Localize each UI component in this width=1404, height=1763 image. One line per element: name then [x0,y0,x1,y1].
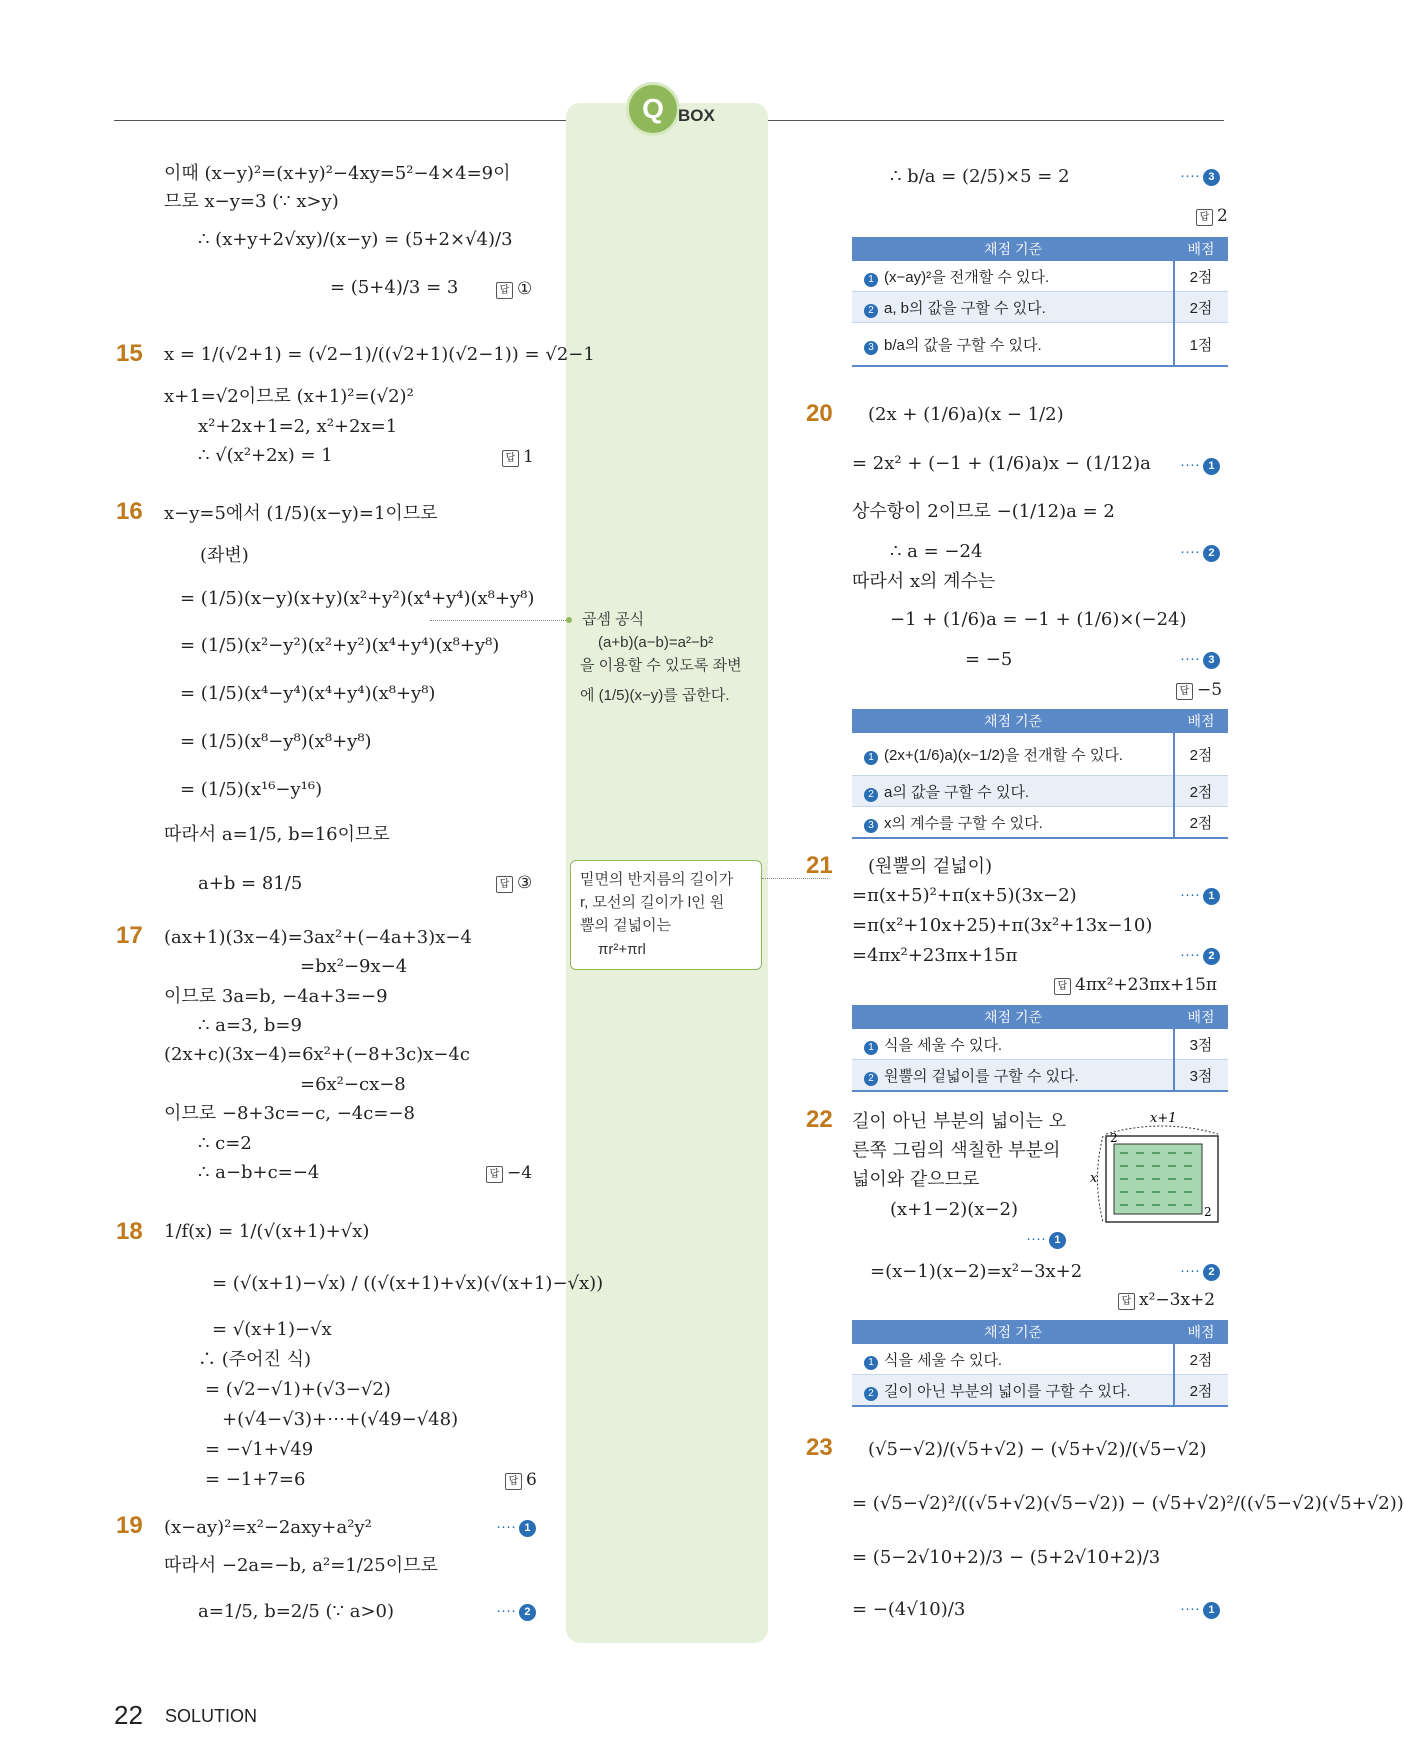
problem-number: 20 [806,400,833,427]
table-cell: 2점 [1174,1375,1228,1407]
text-line: = −5 [965,649,1013,670]
text-line: 이므로 3a=b, −4a+3=−9 [164,986,388,1007]
text-line: ∴ (x+y+2√xy)/(x−y) = (5+2×√4)/3 [198,229,513,250]
text-line: = 2x² + (−1 + (1/6)a)x − (1/12)a [852,453,1151,474]
table-header: 배점 [1174,709,1228,733]
text-line: 따라서 x의 계수는 [852,571,996,592]
text-line: 이때 (x−y)²=(x+y)²−4xy=5²−4×4=9이 [164,163,511,184]
leader-dot [566,617,572,623]
text-line: x+1=√2이므로 (x+1)²=(√2)² [164,386,414,407]
table-cell: 2 a의 값을 구할 수 있다. [852,776,1174,807]
problem-number: 21 [806,852,833,879]
answer-icon: 답 [486,1166,503,1183]
table-header: 배점 [1174,237,1228,261]
answer-16: 답 ③ [496,873,532,893]
step-marker: ···· 3 [1180,650,1220,669]
table-cell: 3 b/a의 값을 구할 수 있다. [852,323,1174,367]
text-line: = √(x+1)−√x [212,1319,332,1340]
table-cell: 2점 [1174,733,1228,776]
figure-label-left: x [1090,1171,1098,1186]
text-line: = (1/5)(x²−y²)(x²+y²)(x⁴+y⁴)(x⁸+y⁸) [180,635,500,656]
text-line: = (√(x+1)−√x) / ((√(x+1)+√x)(√(x+1)−√x)) [212,1273,604,1294]
step-marker: ···· 2 [1180,946,1220,965]
side-note: r, 모선의 길이가 l인 원 [580,894,725,911]
figure-brace-top [1106,1126,1218,1134]
text-line: = (5+4)/3 = 3 [330,277,459,298]
side-note: (a+b)(a−b)=a²−b² [598,634,714,651]
table-cell: 2 a, b의 값을 구할 수 있다. [852,292,1174,323]
text-line: (2x + (1/6)a)(x − 1/2) [868,404,1064,425]
text-line: ∴ √(x²+2x) = 1 [198,445,333,466]
text-line: ∴ c=2 [198,1133,252,1154]
text-line: (ax+1)(3x−4)=3ax²+(−4a+3)x−4 [164,927,472,948]
text-line: a+b = 81/5 [198,873,303,894]
grading-table-22 [852,1320,1228,1407]
step-marker: ···· 1 [1180,886,1220,905]
text-line: −1 + (1/6)a = −1 + (1/6)×(−24) [890,609,1187,630]
leader-line [430,620,568,621]
figure-label-two: 2 [1204,1205,1212,1219]
text-line: 이므로 −8+3c=−c, −4c=−8 [164,1103,415,1124]
text-line: = (1/5)(x−y)(x+y)(x²+y²)(x⁴+y⁴)(x⁸+y⁸) [180,588,535,609]
answer-icon: 답 [502,450,519,467]
text-line: = (1/5)(x¹⁶−y¹⁶) [180,779,323,800]
text-line: ∴ b/a = (2/5)×5 = 2 [890,166,1070,187]
text-line: = (√5−√2)²/((√5+√2)(√5−√2)) − (√5+√2)²/((√5−√2)(√5+√2)) [852,1493,1404,1514]
answer-icon: 답 [1118,1293,1135,1310]
text-line: = (5−2√10+2)/3 − (5+2√10+2)/3 [852,1547,1161,1568]
table-cell: 2점 [1174,1344,1228,1375]
text-line: +(√4−√3)+⋯+(√49−√48) [222,1409,459,1430]
text-line: 따라서 −2a=−b, a²=1/25이므로 [164,1555,438,1576]
step-marker: ···· 1 [496,1518,536,1537]
step-marker: ···· 1 [1180,1600,1220,1619]
figure-brace-left [1098,1136,1104,1222]
problem-number: 18 [116,1218,143,1245]
side-note: 뿔의 겉넓이는 [580,917,672,934]
side-note: 에 (1/5)(x−y)를 곱한다. [580,687,730,704]
table-header: 채점 기준 [852,237,1174,261]
problem-number: 22 [806,1106,833,1133]
text-line: a=1/5, b=2/5 (∵ a>0) [198,1601,395,1622]
text-line: =bx²−9x−4 [300,956,408,977]
answer-14: 답 ① [496,279,532,299]
table-header: 채점 기준 [852,1005,1174,1029]
problem-number: 15 [116,340,143,367]
table-cell: 3점 [1174,1029,1228,1060]
table-cell: 1 식을 세울 수 있다. [852,1344,1174,1375]
footer-label: SOLUTION [165,1706,258,1726]
text-line: = −√1+√49 [205,1439,314,1460]
answer-17: 답 −4 [486,1163,532,1183]
table-header: 배점 [1174,1320,1228,1344]
text-line: 길이 아닌 부분의 넓이는 오 [852,1111,1067,1132]
text-line: = (1/5)(x⁴−y⁴)(x⁴+y⁴)(x⁸+y⁸) [180,683,436,704]
answer-21: 답 4πx²+23πx+15π [1054,975,1217,995]
answer-icon: 답 [496,282,513,299]
step-marker: ···· 1 [1180,456,1220,475]
text-line: (좌변) [200,545,249,566]
text-line: = −(4√10)/3 [852,1599,966,1620]
problem-number: 23 [806,1434,833,1461]
table-cell: 1점 [1174,323,1228,367]
problem-number: 16 [116,498,143,525]
text-line: x²+2x+1=2, x²+2x=1 [198,416,398,437]
table-cell: 2점 [1174,776,1228,807]
q-box-label: BOX [678,106,715,125]
step-marker: ···· 1 [1026,1230,1066,1249]
step-marker: ···· 3 [1180,167,1220,186]
table-header: 채점 기준 [852,709,1174,733]
table-cell: 1 식을 세울 수 있다. [852,1029,1174,1060]
text-line: ∴ a−b+c=−4 [198,1162,320,1183]
table-cell: 1 (x−ay)²을 전개할 수 있다. [852,261,1174,292]
answer-icon: 답 [496,876,513,893]
text-line: =π(x²+10x+25)+π(3x²+13x−10) [852,915,1153,936]
grading-table-19 [852,237,1228,367]
text-line: =π(x+5)²+π(x+5)(3x−2) [852,885,1077,906]
text-line: 넓이와 같으므로 [852,1169,980,1190]
text-line: (원뿔의 겉넓이) [868,856,993,877]
text-line: 른쪽 그림의 색칠한 부분의 [852,1140,1061,1161]
table-cell: 2점 [1174,261,1228,292]
table-cell: 3 x의 계수를 구할 수 있다. [852,807,1174,839]
step-marker: ···· 2 [496,1602,536,1621]
text-line: ∴ a = −24 [890,541,983,562]
answer-22: 답 x²−3x+2 [1118,1290,1215,1310]
text-line: x = 1/(√2+1) = (√2−1)/((√2+1)(√2−1)) = √2−1 [164,344,595,365]
grading-table-20 [852,709,1228,839]
text-line: ∴ a=3, b=9 [198,1015,302,1036]
side-note: 밑면의 반지름의 길이가 [580,871,734,888]
answer-19: 답 2 [1196,206,1228,226]
step-marker: ···· 2 [1180,543,1220,562]
problem-number: 17 [116,922,143,949]
table-cell: 2점 [1174,807,1228,839]
text-line: (√5−√2)/(√5+√2) − (√5+√2)/(√5−√2) [868,1439,1207,1460]
side-note: 을 이용할 수 있도록 좌변 [580,657,742,674]
answer-15: 답 1 [502,447,534,467]
side-note: πr²+πrl [598,941,646,958]
table-cell: 2 원뿔의 겉넓이를 구할 수 있다. [852,1060,1174,1092]
text-line: (2x+c)(3x−4)=6x²+(−8+3c)x−4c [164,1044,470,1065]
table-cell: 3점 [1174,1060,1228,1092]
table-cell: 2점 [1174,292,1228,323]
text-line: (x−ay)²=x²−2axy+a²y² [164,1517,372,1538]
text-line: = −1+7=6 [205,1469,306,1490]
answer-icon: 답 [1196,209,1213,226]
text-line: 므로 x−y=3 (∵ x>y) [164,191,339,212]
answer-icon: 답 [1054,978,1071,995]
step-marker: ···· 2 [1180,1262,1220,1281]
text-line: x−y=5에서 (1/5)(x−y)=1이므로 [164,503,438,524]
text-line: 상수항이 2이므로 −(1/12)a = 2 [852,501,1115,522]
answer-icon: 답 [505,1473,522,1490]
text-line: ∴ (주어진 식) [198,1349,312,1370]
text-line: =(x−1)(x−2)=x²−3x+2 [870,1261,1083,1282]
table-cell: 1 (2x+(1/6)a)(x−1/2)을 전개할 수 있다. [852,733,1174,776]
figure-label-two: 2 [1110,1131,1118,1145]
table-header: 배점 [1174,1005,1228,1029]
table-header: 채점 기준 [852,1320,1174,1344]
text-line: 따라서 a=1/5, b=16이므로 [164,824,390,845]
side-note: 곱셈 공식 [582,611,645,628]
answer-20: 답 −5 [1176,680,1222,700]
problem-number: 19 [116,1512,143,1539]
q-box-badge: Q [626,82,680,136]
text-line: =4πx²+23πx+15π [852,945,1018,966]
path-figure [1090,1108,1230,1228]
answer-icon: 답 [1176,683,1193,700]
answer-18: 답 6 [505,1470,537,1490]
text-line: = (√2−√1)+(√3−√2) [205,1379,391,1400]
text-line: 1/f(x) = 1/(√(x+1)+√x) [164,1221,370,1242]
grading-table-21 [852,1005,1228,1092]
page-number: 22 [114,1700,143,1730]
text-line: =6x²−cx−8 [300,1074,406,1095]
figure-label-top: x+1 [1150,1111,1177,1126]
table-cell: 2 길이 아닌 부분의 넓이를 구할 수 있다. [852,1375,1174,1407]
text-line: = (1/5)(x⁸−y⁸)(x⁸+y⁸) [180,731,372,752]
text-line: (x+1−2)(x−2) [890,1199,1018,1220]
